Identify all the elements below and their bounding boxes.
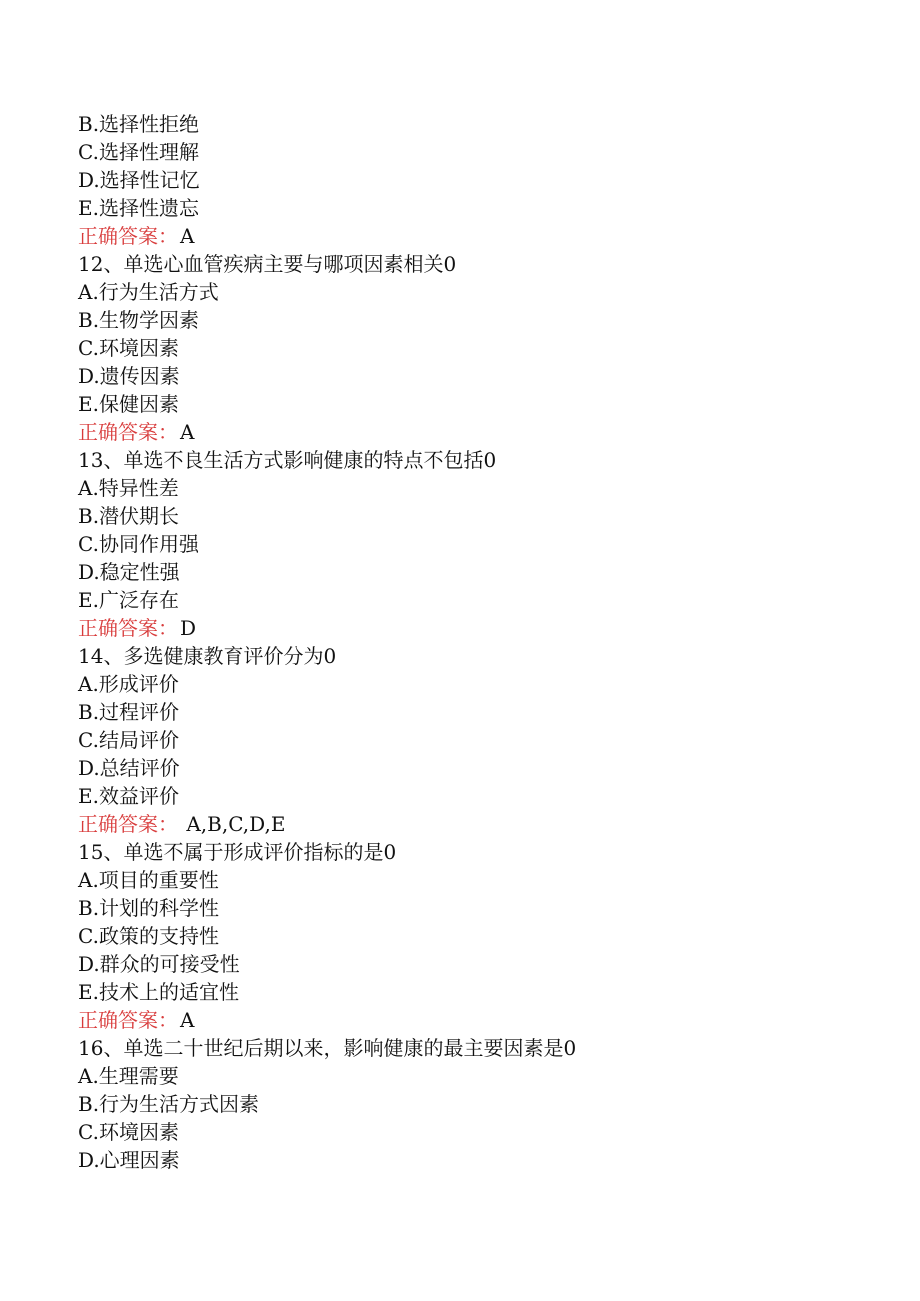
q13-option-c: C.协同作用强	[78, 532, 199, 556]
q15-option-a: A.项目的重要性	[78, 868, 219, 892]
q15-answer	[78, 1006, 878, 1034]
exam-document	[78, 110, 878, 1174]
q13-answer	[78, 614, 878, 642]
q16-option-b: B.行为生活方式因素	[78, 1092, 260, 1116]
q12-option-d: D.遗传因素	[78, 364, 180, 388]
q11-answer	[78, 222, 878, 250]
answer-value: A	[180, 420, 195, 444]
q14-option-d: D.总结评价	[78, 756, 180, 780]
q11-option-d: D.选择性记忆	[78, 168, 200, 192]
q15-option-e: E.技术上的适宜性	[78, 980, 239, 1004]
q12-stem: 12、单选心血管疾病主要与哪项因素相关0	[78, 252, 457, 276]
q12-option-e: E.保健因素	[78, 392, 179, 416]
q16-option-c: C.环境因素	[78, 1120, 179, 1144]
q14-option-a: A.形成评价	[78, 672, 179, 696]
answer-value: A,B,C,D,E	[180, 812, 286, 836]
q13-option-a: A.特异性差	[78, 476, 179, 500]
answer-value: A	[180, 224, 195, 248]
q11-option-b: B.选择性拒绝	[78, 112, 200, 136]
q12-option-c: C.环境因素	[78, 336, 179, 360]
q14-option-c: C.结局评价	[78, 728, 179, 752]
answer-label: 正确答案：	[78, 224, 178, 248]
q11-option-e: E.选择性遗忘	[78, 196, 199, 220]
q13-option-e: E.广泛存在	[78, 588, 179, 612]
q15-option-c: C.政策的支持性	[78, 924, 219, 948]
q12-answer	[78, 418, 878, 446]
q16-option-a: A.生理需要	[78, 1064, 179, 1088]
q14-stem: 14、多选健康教育评价分为0	[78, 644, 337, 668]
q13-stem: 13、单选不良生活方式影响健康的特点不包括0	[78, 448, 497, 472]
q12-option-a: A.行为生活方式	[78, 280, 219, 304]
q16-stem: 16、单选二十世纪后期以来，影响健康的最主要因素是0	[78, 1036, 577, 1060]
answer-label: 正确答案：	[78, 812, 178, 836]
q14-option-e: E.效益评价	[78, 784, 179, 808]
answer-label: 正确答案：	[78, 420, 178, 444]
q14-answer	[78, 810, 878, 838]
answer-label: 正确答案：	[78, 616, 178, 640]
q14-option-b: B.过程评价	[78, 700, 180, 724]
answer-value: A	[180, 1008, 195, 1032]
q13-option-d: D.稳定性强	[78, 560, 180, 584]
answer-value: D	[180, 616, 197, 640]
q11-option-c: C.选择性理解	[78, 140, 199, 164]
q15-option-d: D.群众的可接受性	[78, 952, 240, 976]
q15-option-b: B.计划的科学性	[78, 896, 220, 920]
q16-option-d: D.心理因素	[78, 1148, 180, 1172]
q12-option-b: B.生物学因素	[78, 308, 200, 332]
q13-option-b: B.潜伏期长	[78, 504, 180, 528]
q15-stem: 15、单选不属于形成评价指标的是0	[78, 840, 397, 864]
answer-label: 正确答案：	[78, 1008, 178, 1032]
